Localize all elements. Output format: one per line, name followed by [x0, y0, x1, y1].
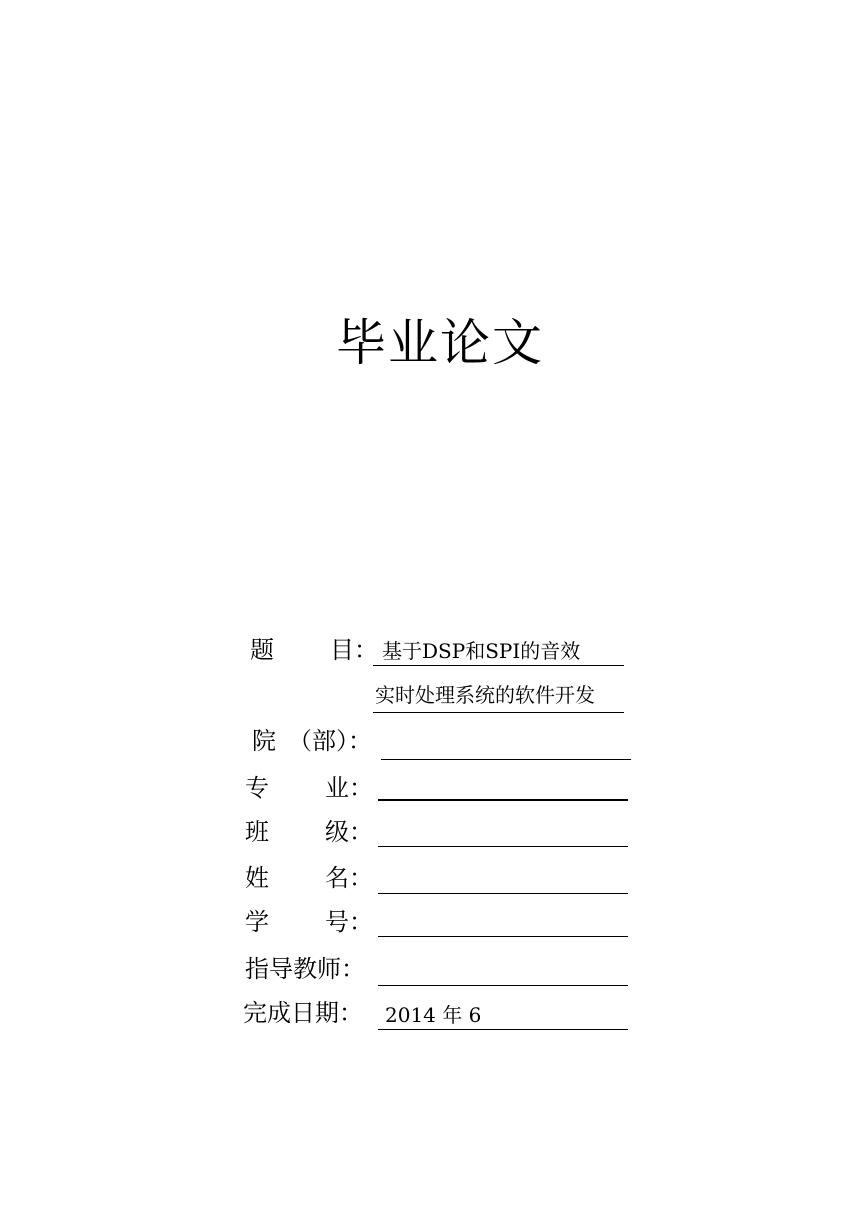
major-label-char-1: 专 — [245, 774, 269, 802]
college-underline — [381, 759, 631, 760]
major-label — [245, 773, 380, 803]
student-id-label-char-1: 学 — [245, 908, 269, 936]
name-label-char-2: 名： — [325, 864, 373, 892]
class-label-char-2: 级： — [325, 818, 373, 846]
topic-value-line-2: 实时处理系统的软件开发 — [375, 683, 595, 707]
major-label-char-2: 业： — [325, 774, 373, 802]
college-label — [252, 726, 382, 756]
college-label-char-1: 院 — [252, 727, 276, 755]
topic-label-char-1: 题 — [250, 636, 274, 664]
topic-label — [250, 635, 380, 665]
advisor-underline — [378, 985, 628, 986]
class-label-char-1: 班 — [245, 818, 269, 846]
class-underline — [378, 846, 628, 847]
name-label — [245, 863, 380, 893]
completion-date-label: 完成日期： — [243, 999, 363, 1027]
completion-date-underline — [378, 1029, 628, 1030]
student-id-label-char-2: 号： — [325, 908, 373, 936]
college-label-char-2: （部）： — [288, 727, 372, 755]
topic-label-char-2: 目： — [330, 636, 378, 664]
topic-value-line-1: 基于DSP和SPI的音效 — [382, 639, 581, 663]
name-label-char-1: 姓 — [245, 864, 269, 892]
name-underline — [378, 893, 628, 894]
advisor-label: 指导教师： — [245, 955, 365, 983]
class-label — [245, 817, 380, 847]
topic-underline-2 — [373, 712, 624, 713]
major-underline — [378, 799, 628, 801]
completion-date-value: 2014 年 6 — [385, 1003, 482, 1027]
page-title: 毕业论文 — [336, 314, 544, 372]
topic-underline-1 — [373, 665, 624, 666]
student-id-underline — [378, 936, 628, 937]
student-id-label — [245, 907, 380, 937]
